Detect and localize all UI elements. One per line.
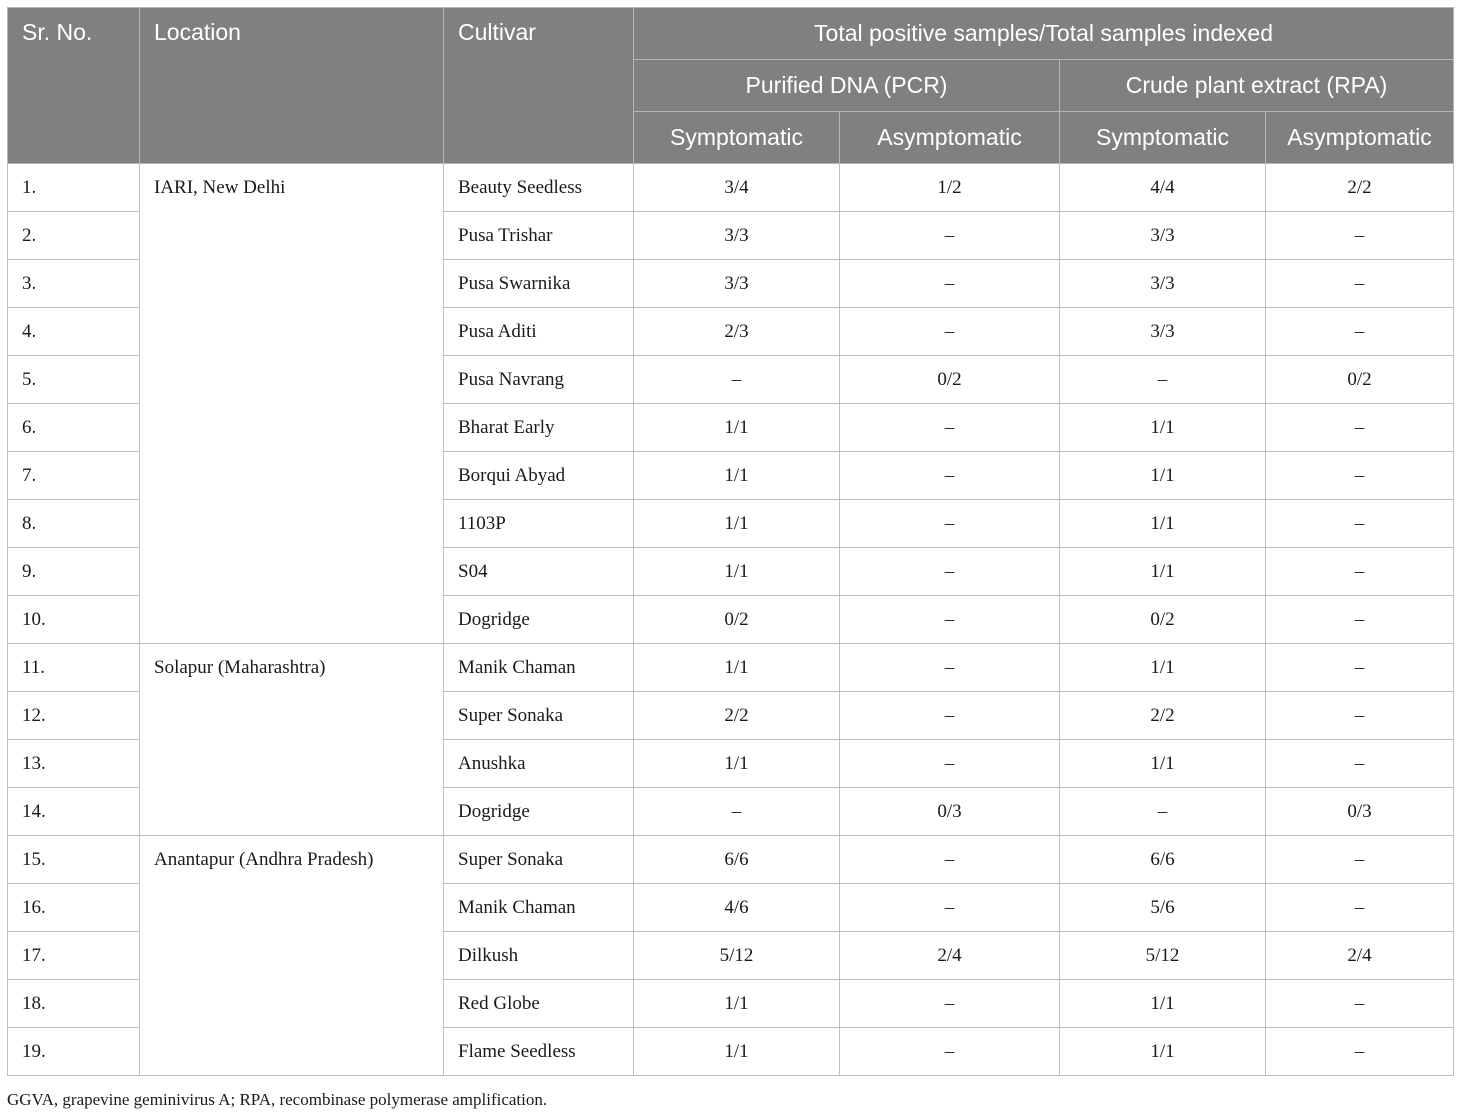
cell-pcr-asymptomatic: –	[840, 404, 1060, 452]
cell-sr-no: 18.	[8, 980, 140, 1028]
cell-sr-no: 8.	[8, 500, 140, 548]
cell-pcr-symptomatic: 1/1	[634, 452, 840, 500]
cell-pcr-symptomatic: 0/2	[634, 596, 840, 644]
results-table	[7, 7, 1454, 1076]
cell-cultivar: Pusa Trishar	[444, 212, 634, 260]
cell-pcr-symptomatic: 6/6	[634, 836, 840, 884]
cell-rpa-symptomatic: 1/1	[1060, 404, 1266, 452]
cell-rpa-asymptomatic: –	[1266, 212, 1454, 260]
cell-pcr-asymptomatic: –	[840, 980, 1060, 1028]
cell-rpa-asymptomatic: –	[1266, 836, 1454, 884]
cell-pcr-symptomatic: 1/1	[634, 644, 840, 692]
cell-cultivar: Borqui Abyad	[444, 452, 634, 500]
cell-sr-no: 17.	[8, 932, 140, 980]
cell-rpa-symptomatic: 1/1	[1060, 548, 1266, 596]
cell-pcr-symptomatic: 5/12	[634, 932, 840, 980]
cell-pcr-symptomatic: 2/2	[634, 692, 840, 740]
cell-rpa-asymptomatic: –	[1266, 1028, 1454, 1076]
cell-pcr-symptomatic: –	[634, 356, 840, 404]
cell-pcr-asymptomatic: –	[840, 740, 1060, 788]
cell-sr-no: 9.	[8, 548, 140, 596]
header-pcr-asymptomatic: Asymptomatic	[840, 112, 1060, 164]
cell-rpa-asymptomatic: –	[1266, 500, 1454, 548]
table-row	[8, 836, 1454, 884]
cell-pcr-asymptomatic: 0/3	[840, 788, 1060, 836]
header-purified-dna-pcr: Purified DNA (PCR)	[634, 60, 1060, 112]
cell-rpa-asymptomatic: –	[1266, 260, 1454, 308]
cell-sr-no: 5.	[8, 356, 140, 404]
cell-pcr-asymptomatic: –	[840, 644, 1060, 692]
cell-pcr-asymptomatic: 2/4	[840, 932, 1060, 980]
cell-location: Anantapur (Andhra Pradesh)	[140, 836, 444, 1076]
cell-pcr-asymptomatic: –	[840, 260, 1060, 308]
cell-rpa-asymptomatic: –	[1266, 692, 1454, 740]
cell-rpa-symptomatic: 5/6	[1060, 884, 1266, 932]
cell-cultivar: Dogridge	[444, 596, 634, 644]
cell-pcr-asymptomatic: –	[840, 692, 1060, 740]
cell-sr-no: 7.	[8, 452, 140, 500]
cell-cultivar: Super Sonaka	[444, 836, 634, 884]
cell-rpa-asymptomatic: 2/2	[1266, 164, 1454, 212]
cell-rpa-asymptomatic: 2/4	[1266, 932, 1454, 980]
cell-cultivar: Manik Chaman	[444, 644, 634, 692]
cell-rpa-asymptomatic: –	[1266, 308, 1454, 356]
cell-rpa-symptomatic: 4/4	[1060, 164, 1266, 212]
table-body	[8, 164, 1454, 1076]
cell-pcr-asymptomatic: 1/2	[840, 164, 1060, 212]
cell-rpa-symptomatic: 1/1	[1060, 644, 1266, 692]
cell-sr-no: 16.	[8, 884, 140, 932]
cell-cultivar: Flame Seedless	[444, 1028, 634, 1076]
header-crude-extract-rpa: Crude plant extract (RPA)	[1060, 60, 1454, 112]
cell-rpa-asymptomatic: 0/2	[1266, 356, 1454, 404]
cell-sr-no: 1.	[8, 164, 140, 212]
cell-rpa-symptomatic: –	[1060, 356, 1266, 404]
cell-sr-no: 19.	[8, 1028, 140, 1076]
cell-cultivar: Manik Chaman	[444, 884, 634, 932]
cell-rpa-symptomatic: 3/3	[1060, 212, 1266, 260]
cell-pcr-asymptomatic: –	[840, 596, 1060, 644]
cell-rpa-symptomatic: 6/6	[1060, 836, 1266, 884]
cell-pcr-symptomatic: 1/1	[634, 740, 840, 788]
cell-cultivar: Bharat Early	[444, 404, 634, 452]
cell-rpa-asymptomatic: –	[1266, 548, 1454, 596]
cell-cultivar: Pusa Navrang	[444, 356, 634, 404]
cell-rpa-symptomatic: 3/3	[1060, 308, 1266, 356]
header-rpa-asymptomatic: Asymptomatic	[1266, 112, 1454, 164]
header-total-samples: Total positive samples/Total samples indexed	[634, 8, 1454, 60]
cell-cultivar: S04	[444, 548, 634, 596]
cell-rpa-symptomatic: 0/2	[1060, 596, 1266, 644]
cell-pcr-symptomatic: 1/1	[634, 980, 840, 1028]
cell-sr-no: 3.	[8, 260, 140, 308]
header-cultivar: Cultivar	[444, 8, 634, 164]
cell-pcr-asymptomatic: –	[840, 500, 1060, 548]
cell-pcr-symptomatic: –	[634, 788, 840, 836]
table-footnote: GGVA, grapevine geminivirus A; RPA, recombinase polymerase amplification.	[7, 1090, 548, 1109]
cell-pcr-symptomatic: 1/1	[634, 548, 840, 596]
cell-pcr-symptomatic: 3/4	[634, 164, 840, 212]
cell-rpa-asymptomatic: –	[1266, 740, 1454, 788]
cell-pcr-asymptomatic: –	[840, 884, 1060, 932]
cell-rpa-asymptomatic: –	[1266, 596, 1454, 644]
cell-rpa-symptomatic: 1/1	[1060, 452, 1266, 500]
header-rpa-symptomatic: Symptomatic	[1060, 112, 1266, 164]
cell-pcr-symptomatic: 3/3	[634, 260, 840, 308]
cell-sr-no: 15.	[8, 836, 140, 884]
cell-rpa-symptomatic: 1/1	[1060, 1028, 1266, 1076]
cell-pcr-symptomatic: 1/1	[634, 500, 840, 548]
cell-sr-no: 13.	[8, 740, 140, 788]
cell-rpa-symptomatic: 2/2	[1060, 692, 1266, 740]
cell-rpa-symptomatic: –	[1060, 788, 1266, 836]
cell-pcr-asymptomatic: 0/2	[840, 356, 1060, 404]
cell-cultivar: Dilkush	[444, 932, 634, 980]
cell-pcr-asymptomatic: –	[840, 212, 1060, 260]
cell-pcr-symptomatic: 3/3	[634, 212, 840, 260]
cell-rpa-asymptomatic: –	[1266, 644, 1454, 692]
cell-rpa-symptomatic: 1/1	[1060, 980, 1266, 1028]
cell-sr-no: 12.	[8, 692, 140, 740]
cell-pcr-symptomatic: 1/1	[634, 1028, 840, 1076]
cell-cultivar: Pusa Swarnika	[444, 260, 634, 308]
table-row	[8, 644, 1454, 692]
cell-rpa-symptomatic: 1/1	[1060, 740, 1266, 788]
header-location: Location	[140, 8, 444, 164]
cell-location: Solapur (Maharashtra)	[140, 644, 444, 836]
cell-rpa-symptomatic: 5/12	[1060, 932, 1266, 980]
cell-sr-no: 6.	[8, 404, 140, 452]
cell-sr-no: 14.	[8, 788, 140, 836]
cell-pcr-symptomatic: 4/6	[634, 884, 840, 932]
cell-cultivar: Anushka	[444, 740, 634, 788]
cell-pcr-asymptomatic: –	[840, 836, 1060, 884]
cell-sr-no: 4.	[8, 308, 140, 356]
cell-pcr-asymptomatic: –	[840, 1028, 1060, 1076]
header-sr-no: Sr. No.	[8, 8, 140, 164]
cell-location: IARI, New Delhi	[140, 164, 444, 644]
cell-rpa-asymptomatic: –	[1266, 884, 1454, 932]
cell-sr-no: 11.	[8, 644, 140, 692]
cell-cultivar: 1103P	[444, 500, 634, 548]
cell-pcr-symptomatic: 1/1	[634, 404, 840, 452]
header-pcr-symptomatic: Symptomatic	[634, 112, 840, 164]
cell-rpa-asymptomatic: 0/3	[1266, 788, 1454, 836]
cell-pcr-asymptomatic: –	[840, 548, 1060, 596]
cell-rpa-asymptomatic: –	[1266, 452, 1454, 500]
cell-sr-no: 10.	[8, 596, 140, 644]
cell-cultivar: Red Globe	[444, 980, 634, 1028]
cell-rpa-symptomatic: 1/1	[1060, 500, 1266, 548]
cell-pcr-symptomatic: 2/3	[634, 308, 840, 356]
cell-rpa-symptomatic: 3/3	[1060, 260, 1266, 308]
cell-sr-no: 2.	[8, 212, 140, 260]
cell-cultivar: Dogridge	[444, 788, 634, 836]
cell-cultivar: Super Sonaka	[444, 692, 634, 740]
cell-pcr-asymptomatic: –	[840, 452, 1060, 500]
cell-cultivar: Pusa Aditi	[444, 308, 634, 356]
cell-rpa-asymptomatic: –	[1266, 404, 1454, 452]
cell-pcr-asymptomatic: –	[840, 308, 1060, 356]
cell-rpa-asymptomatic: –	[1266, 980, 1454, 1028]
cell-cultivar: Beauty Seedless	[444, 164, 634, 212]
table-row	[8, 164, 1454, 212]
